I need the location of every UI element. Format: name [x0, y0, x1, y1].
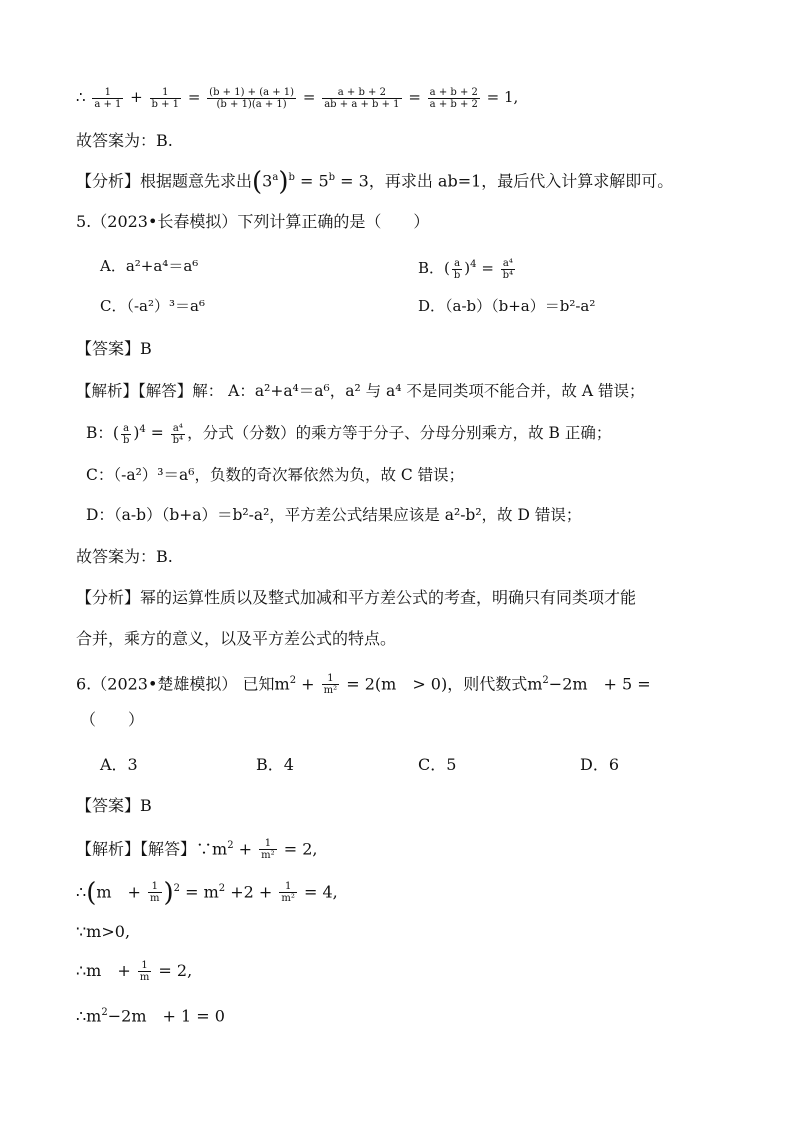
analysis-line-2: 合并，乘方的意义，以及平方差公式的特点。	[76, 629, 397, 648]
solution-line-c: C：（-a²）³＝a⁶，负数的奇次幂依然为负，故 C 错误；	[86, 466, 465, 484]
answer-label: 【答案】B	[76, 796, 152, 815]
solution-line-1: 【解析】【解答】$\because m^2$ + $\frac{1}{\text{m²}}$ = 2,	[76, 838, 318, 862]
fraction: $\frac{a + b + 2}{a + b + 2}$	[429, 86, 478, 110]
fraction: $\frac{a}{b}$	[453, 257, 461, 281]
fraction: $\frac{(b + 1) + (a + 1)}{(b + 1)(a + 1)}$	[209, 86, 295, 110]
option-b: B．( $\frac{a}{b}$ )$^4$ = $\frac{\text{a⁴}}{\text{b⁴}}$	[418, 257, 514, 281]
option-a: A．a²+a⁴＝a⁶	[100, 257, 199, 275]
solution-line-a: 【解析】【解答】解： A：a²+a⁴＝a⁶，a² 与 a⁴ 不是同类项不能合并，故 A 错误；	[76, 382, 645, 400]
fraction: $\frac{a}{b}$	[122, 422, 130, 446]
answer-line: 故答案为：B.	[76, 131, 173, 150]
option-a: A．3	[100, 755, 138, 774]
solution-line-2: ∴(m + $\frac{1}{m}$ )$^2 = m^2 +2$ + $\frac{1}{\text{m²}}$ = 4,	[76, 877, 338, 908]
option-d: D．6	[580, 755, 620, 774]
option-c: C．（-a²）³＝a⁶	[100, 297, 205, 315]
fraction: $\frac{\text{a⁴}}{\text{b⁴}}$	[172, 422, 184, 446]
question-5-stem: 5.（2023•长春模拟）下列计算正确的是（ ）	[76, 212, 430, 231]
fraction: $\frac{a + b + 2}{ab + a + b + 1}$	[324, 86, 400, 110]
fraction: $\frac{1}{\text{m²}}$	[261, 838, 275, 862]
analysis-line: 【分析】根据题意先求出$(3^a)^b = 5^b = 3$，再求出 ab=1，最后代入计算求解即可。	[76, 166, 674, 197]
therefore-symbol: ∴	[76, 88, 86, 106]
fraction: $\frac{1}{m}$	[150, 881, 160, 905]
conclusion-line: 故答案为：B.	[76, 547, 173, 566]
option-d: D．（a-b）（b+a）＝b²-a²	[418, 297, 596, 315]
fraction: $\frac{1}{a + 1}$	[94, 86, 122, 110]
analysis-line-1: 【分析】幂的运算性质以及整式加减和平方差公式的考查，明确只有同类项才能	[76, 588, 637, 607]
fraction: $\frac{1}{\text{m²}}$	[323, 673, 338, 697]
solution-line-d: D：（a-b）（b+a）＝b²-a²，平方差公式结果应该是 a²-b²，故 D 错误；	[86, 506, 582, 524]
solution-line-5: $\therefore m^2-2m$ + 1 = 0	[76, 1006, 225, 1026]
solution-line-3: ∵m>0,	[76, 922, 131, 941]
solution-line-4: ∴m + $\frac{1}{m}$ = 2,	[76, 960, 193, 983]
question-6-stem: 6.（2023•楚雄模拟） 已知$m^2$ + $\frac{1}{\text{m²}}$ = 2(m > 0)，则代数式$m^2-2m$ + 5 =	[76, 673, 651, 697]
answer-blank: （ ）	[80, 710, 145, 729]
fraction: $\frac{\text{a⁴}}{\text{b⁴}}$	[502, 257, 514, 281]
fraction: $\frac{1}{\text{m²}}$	[281, 881, 295, 905]
option-b: B．4	[256, 755, 294, 774]
fraction: $\frac{1}{b + 1}$	[151, 86, 180, 110]
answer-label: 【答案】B	[76, 339, 152, 358]
solution-line-b: B：( $\frac{a}{b}$ )$^4$ = $\frac{\text{a⁴}}{\text{b⁴}}$ ，分式（分数）的乘方等于分子、分母分别乘方，故 B 正确；	[86, 422, 612, 446]
option-c: C．5	[418, 755, 457, 774]
fraction: $\frac{1}{m}$	[139, 960, 150, 983]
equation-line-1: ∴ $\frac{1}{a + 1}$ + $\frac{1}{b + 1}$ = $\frac{(b + 1) + (a + 1)}{(b + 1)(a + 1)}$ = $\frac{a + b + 2}{ab + a + b + 1}$ = $\frac{a + b + 2}{a + b + 2}$ = 1,	[76, 86, 519, 110]
